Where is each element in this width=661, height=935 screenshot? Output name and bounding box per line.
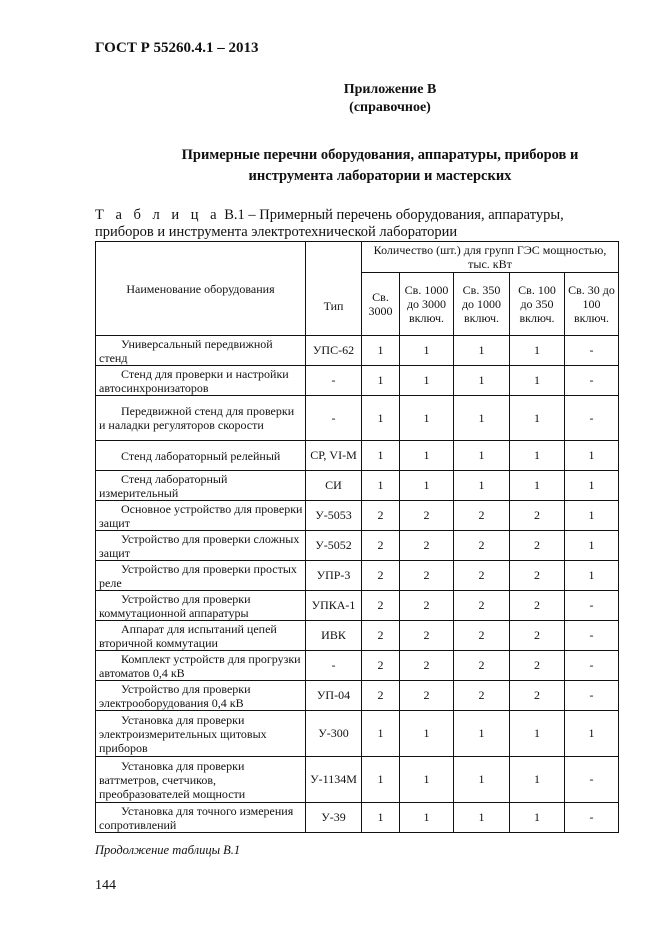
caption-line1 — [95, 207, 615, 224]
equipment-name: Устройство для проверки сложных защит — [99, 531, 300, 560]
cell-quantity: 1 — [454, 441, 510, 471]
cell-quantity: 2 — [400, 681, 454, 711]
header-g4: Св. 100 до 350 включ. — [510, 273, 565, 336]
cell-quantity: 2 — [400, 501, 454, 531]
cell-quantity: 1 — [565, 471, 619, 501]
equipment-name: Универсальный передвижной стенд — [99, 336, 273, 365]
cell-quantity: - — [565, 336, 619, 366]
cell-quantity: 1 — [400, 366, 454, 396]
cell-type: СИ — [306, 471, 362, 501]
cell-type: - — [306, 366, 362, 396]
cell-quantity: - — [565, 591, 619, 621]
cell-type: У-5053 — [306, 501, 362, 531]
cell-equipment-name — [96, 621, 306, 651]
cell-type: УПР-3 — [306, 561, 362, 591]
caption-prefix: Т а б л и ц а — [95, 207, 221, 223]
table-row — [96, 711, 619, 757]
cell-quantity: 2 — [400, 591, 454, 621]
cell-equipment-name — [96, 561, 306, 591]
table-row — [96, 757, 619, 803]
cell-quantity: 1 — [400, 336, 454, 366]
page-number: 144 — [95, 878, 116, 893]
cell-quantity: 1 — [565, 501, 619, 531]
cell-quantity: - — [565, 366, 619, 396]
equipment-name: Устройство для проверки простых реле — [99, 561, 297, 590]
cell-quantity: 1 — [362, 711, 400, 757]
section-title — [150, 145, 610, 187]
section-title-line2: инструмента лаборатории и мастерских — [248, 168, 512, 184]
cell-type: УПС-62 — [306, 336, 362, 366]
equipment-name: Передвижной стенд для проверки и наладки регуляторов скорости — [99, 404, 295, 432]
table-body — [96, 336, 619, 833]
cell-quantity: 1 — [510, 471, 565, 501]
cell-type: УПКА-1 — [306, 591, 362, 621]
appendix-subtitle: (справочное) — [349, 100, 431, 115]
header-g1: Св. 3000 — [362, 273, 400, 336]
cell-quantity: 1 — [510, 711, 565, 757]
cell-quantity: 1 — [362, 471, 400, 501]
header-g2: Св. 1000 до 3000 включ. — [400, 273, 454, 336]
equipment-name: Комплект устройств для прогрузки автоматов 0,4 кВ — [99, 651, 301, 680]
cell-equipment-name — [96, 396, 306, 441]
cell-quantity: 1 — [400, 471, 454, 501]
table-row — [96, 441, 619, 471]
cell-quantity: 2 — [362, 531, 400, 561]
cell-quantity: 2 — [400, 561, 454, 591]
cell-quantity: 2 — [454, 651, 510, 681]
cell-quantity: 1 — [400, 441, 454, 471]
cell-type: - — [306, 396, 362, 441]
equipment-name: Стенд для проверки и настройки автосинхронизаторов — [99, 366, 289, 395]
header-group: Количество (шт.) для групп ГЭС мощностью, тыс. кВт — [362, 242, 619, 273]
equipment-name: Устройство для проверки коммутационной аппаратуры — [99, 591, 251, 620]
header-type: Тип — [306, 242, 362, 336]
cell-quantity: 1 — [454, 711, 510, 757]
cell-quantity: 2 — [362, 621, 400, 651]
cell-quantity: 2 — [510, 531, 565, 561]
table-row — [96, 531, 619, 561]
cell-quantity: 2 — [454, 561, 510, 591]
cell-quantity: 1 — [565, 441, 619, 471]
cell-quantity: 1 — [454, 803, 510, 833]
cell-equipment-name — [96, 336, 306, 366]
cell-quantity: 1 — [454, 366, 510, 396]
appendix-title: Приложение В — [343, 82, 437, 97]
cell-quantity: 1 — [362, 757, 400, 803]
cell-type: У-300 — [306, 711, 362, 757]
cell-type: ИВК — [306, 621, 362, 651]
cell-quantity: 1 — [510, 396, 565, 441]
cell-quantity: 1 — [362, 441, 400, 471]
document-header: ГОСТ Р 55260.4.1 – 2013 — [95, 40, 259, 56]
cell-quantity: 1 — [362, 336, 400, 366]
cell-type: УП-04 — [306, 681, 362, 711]
caption-text: В.1 – Примерный перечень оборудования, аппаратуры, — [220, 207, 564, 223]
cell-quantity: 2 — [510, 591, 565, 621]
cell-quantity: 1 — [454, 471, 510, 501]
cell-quantity: 1 — [400, 396, 454, 441]
equipment-name: Аппарат для испытаний цепей вторичной коммутации — [99, 621, 277, 650]
cell-quantity: 1 — [400, 803, 454, 833]
equipment-name: Основное устройство для проверки защит — [99, 501, 303, 530]
cell-quantity: - — [565, 681, 619, 711]
cell-equipment-name — [96, 651, 306, 681]
table-row — [96, 336, 619, 366]
cell-quantity: 1 — [454, 336, 510, 366]
cell-quantity: 2 — [510, 651, 565, 681]
cell-type: У-1134М — [306, 757, 362, 803]
equipment-name: Стенд лабораторный релейный — [121, 448, 281, 463]
cell-quantity: 2 — [362, 651, 400, 681]
cell-equipment-name — [96, 757, 306, 803]
table-row — [96, 396, 619, 441]
cell-quantity: - — [565, 803, 619, 833]
equipment-name: Установка для точного измерения сопротивлений — [99, 803, 294, 832]
cell-quantity: - — [565, 651, 619, 681]
continuation-note: Продолжение таблицы В.1 — [95, 843, 241, 857]
table-row — [96, 621, 619, 651]
cell-equipment-name — [96, 471, 306, 501]
cell-equipment-name — [96, 803, 306, 833]
cell-quantity: 2 — [362, 591, 400, 621]
cell-type: СР, VI-М — [306, 441, 362, 471]
equipment-name: Стенд лабораторный измерительный — [99, 471, 228, 500]
cell-equipment-name — [96, 441, 306, 471]
caption-line2: приборов и инструмента электротехнической лаборатории — [95, 224, 458, 240]
cell-quantity: 2 — [454, 501, 510, 531]
cell-equipment-name — [96, 591, 306, 621]
cell-type: У-5052 — [306, 531, 362, 561]
cell-quantity: 1 — [454, 396, 510, 441]
table-row — [96, 366, 619, 396]
cell-quantity: 1 — [362, 803, 400, 833]
cell-quantity: 2 — [400, 651, 454, 681]
cell-quantity: 1 — [565, 531, 619, 561]
cell-quantity: - — [565, 396, 619, 441]
table-row — [96, 561, 619, 591]
table-row — [96, 471, 619, 501]
cell-quantity: 1 — [510, 366, 565, 396]
cell-equipment-name — [96, 531, 306, 561]
cell-type: - — [306, 651, 362, 681]
cell-quantity: 2 — [362, 501, 400, 531]
table-row — [96, 803, 619, 833]
table-row — [96, 681, 619, 711]
equipment-name: Установка для проверки ваттметров, счетчиков, преобразователей мощности — [99, 758, 246, 801]
table-row — [96, 651, 619, 681]
cell-quantity: 2 — [454, 681, 510, 711]
cell-quantity: 1 — [362, 366, 400, 396]
cell-quantity: 1 — [565, 561, 619, 591]
cell-equipment-name — [96, 711, 306, 757]
cell-quantity: 1 — [400, 711, 454, 757]
cell-quantity: 2 — [454, 591, 510, 621]
cell-quantity: 2 — [400, 531, 454, 561]
cell-quantity: - — [565, 757, 619, 803]
cell-quantity: 1 — [565, 711, 619, 757]
equipment-table — [95, 241, 619, 833]
equipment-name: Установка для проверки электроизмерительных щитовых приборов — [99, 712, 267, 755]
cell-quantity: - — [565, 621, 619, 651]
table-caption — [95, 207, 615, 241]
cell-quantity: 2 — [510, 621, 565, 651]
cell-quantity: 1 — [510, 441, 565, 471]
cell-quantity: 2 — [510, 561, 565, 591]
cell-equipment-name — [96, 366, 306, 396]
cell-quantity: 2 — [510, 501, 565, 531]
cell-equipment-name — [96, 501, 306, 531]
cell-quantity: 2 — [454, 531, 510, 561]
equipment-name: Устройство для проверки электрооборудования 0,4 кВ — [99, 681, 251, 710]
cell-quantity: 1 — [454, 757, 510, 803]
cell-equipment-name — [96, 681, 306, 711]
header-g3: Св. 350 до 1000 включ. — [454, 273, 510, 336]
cell-quantity: 2 — [454, 621, 510, 651]
cell-quantity: 2 — [510, 681, 565, 711]
cell-quantity: 1 — [510, 803, 565, 833]
cell-quantity: 1 — [510, 336, 565, 366]
header-name: Наименование оборудования — [96, 242, 306, 336]
cell-quantity: 1 — [510, 757, 565, 803]
section-title-line1: Примерные перечни оборудования, аппаратуры, приборов и — [181, 147, 579, 163]
table-row — [96, 501, 619, 531]
cell-quantity: 2 — [400, 621, 454, 651]
header-g5: Св. 30 до 100 включ. — [565, 273, 619, 336]
cell-type: У-39 — [306, 803, 362, 833]
table-row — [96, 591, 619, 621]
cell-quantity: 2 — [362, 681, 400, 711]
cell-quantity: 1 — [400, 757, 454, 803]
cell-quantity: 2 — [362, 561, 400, 591]
cell-quantity: 1 — [362, 396, 400, 441]
